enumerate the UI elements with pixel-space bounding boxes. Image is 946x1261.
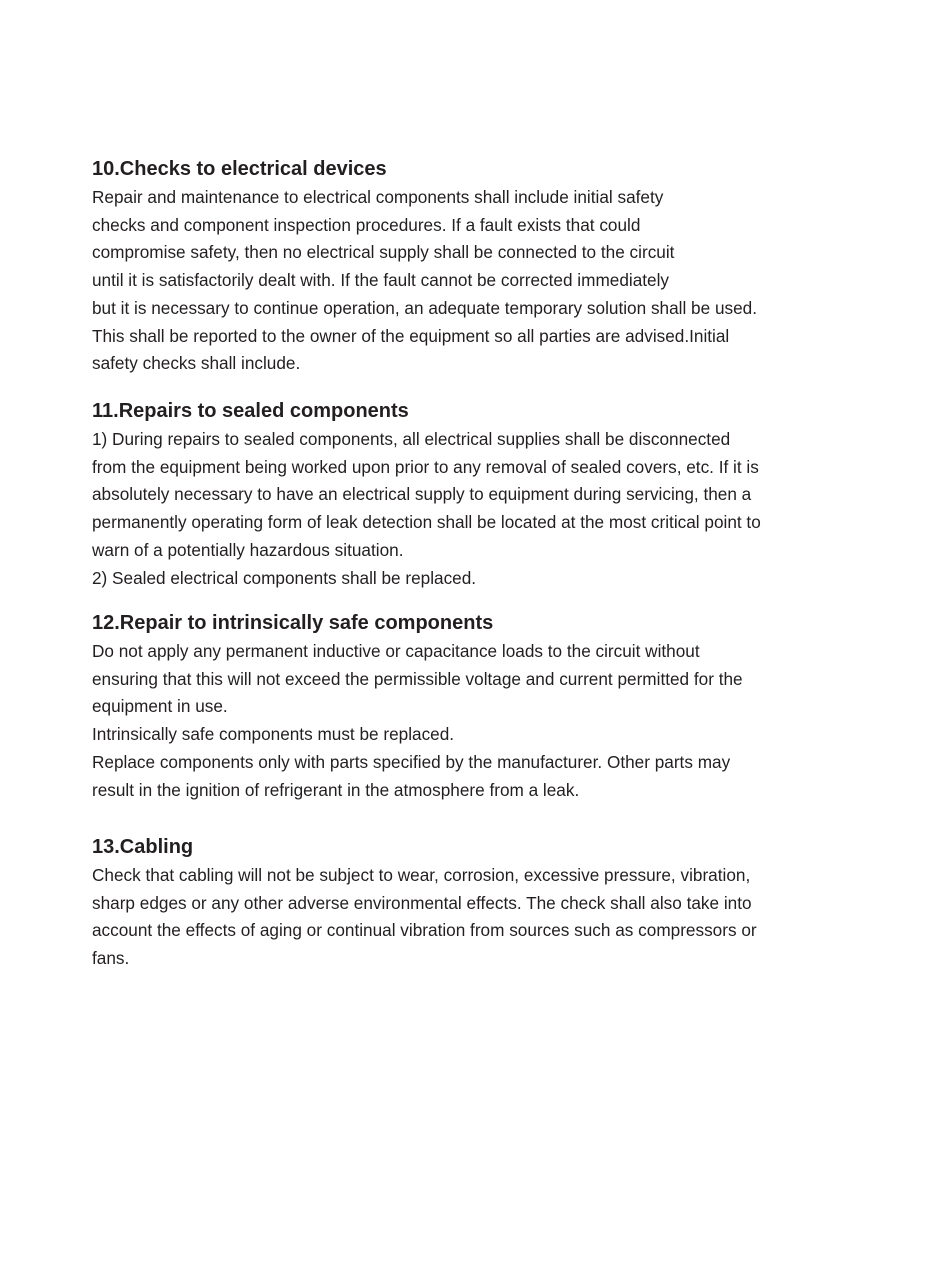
section-repairs-sealed-components bbox=[92, 396, 761, 592]
text-line: This shall be reported to the owner of the equipment so all parties are advised.Initial bbox=[92, 325, 730, 346]
text-line: warn of a potentially hazardous situation. bbox=[92, 539, 404, 560]
text-line: 1) During repairs to sealed components, all electrical supplies shall be disconnected bbox=[92, 429, 731, 449]
text-line: Repair and maintenance to electrical components shall include initial safety bbox=[92, 187, 664, 207]
text-line: until it is satisfactorily dealt with. If the fault cannot be corrected immediately bbox=[92, 270, 669, 291]
section-checks-electrical-devices bbox=[92, 154, 757, 378]
section-cabling bbox=[92, 832, 757, 973]
text-line: permanently operating form of leak detection shall be located at the most critical point to bbox=[92, 512, 761, 533]
text-line: 2) Sealed electrical components shall be replaced. bbox=[92, 567, 477, 588]
text-line: safety checks shall include. bbox=[92, 353, 301, 374]
text-line: ensuring that this will not exceed the permissible voltage and current permitted for the bbox=[92, 668, 743, 689]
text-line: from the equipment being worked upon prior to any removal of sealed covers, etc. If it is bbox=[92, 456, 759, 477]
section-heading: 12.Repair to intrinsically safe components bbox=[92, 612, 494, 634]
text-line: Check that cabling will not be subject to wear, corrosion, excessive pressure, vibration, bbox=[92, 865, 751, 885]
section-heading: 11.Repairs to sealed components bbox=[92, 400, 409, 422]
text-line: fans. bbox=[92, 948, 130, 969]
text-line: Intrinsically safe components must be replaced. bbox=[92, 724, 455, 745]
section-heading: 10.Checks to electrical devices bbox=[92, 158, 387, 180]
text-line: equipment in use. bbox=[92, 696, 228, 717]
text-line: Replace components only with parts specified by the manufacturer. Other parts may bbox=[92, 751, 731, 772]
text-line: compromise safety, then no electrical supply shall be connected to the circuit bbox=[92, 242, 675, 263]
text-line: but it is necessary to continue operation, an adequate temporary solution shall be used. bbox=[92, 297, 758, 318]
text-line: sharp edges or any other adverse environmental effects. The check shall also take into bbox=[92, 892, 752, 913]
text-line: checks and component inspection procedures. If a fault exists that could bbox=[92, 214, 641, 235]
text-line: result in the ignition of refrigerant in the atmosphere from a leak. bbox=[92, 779, 580, 800]
text-line: Do not apply any permanent inductive or capacitance loads to the circuit without bbox=[92, 641, 700, 661]
text-line: account the effects of aging or continual vibration from sources such as compressors or bbox=[92, 920, 757, 941]
section-heading: 13.Cabling bbox=[92, 836, 194, 858]
text-line: absolutely necessary to have an electrical supply to equipment during servicing, then a bbox=[92, 484, 752, 505]
section-intrinsically-safe-components bbox=[92, 608, 743, 804]
